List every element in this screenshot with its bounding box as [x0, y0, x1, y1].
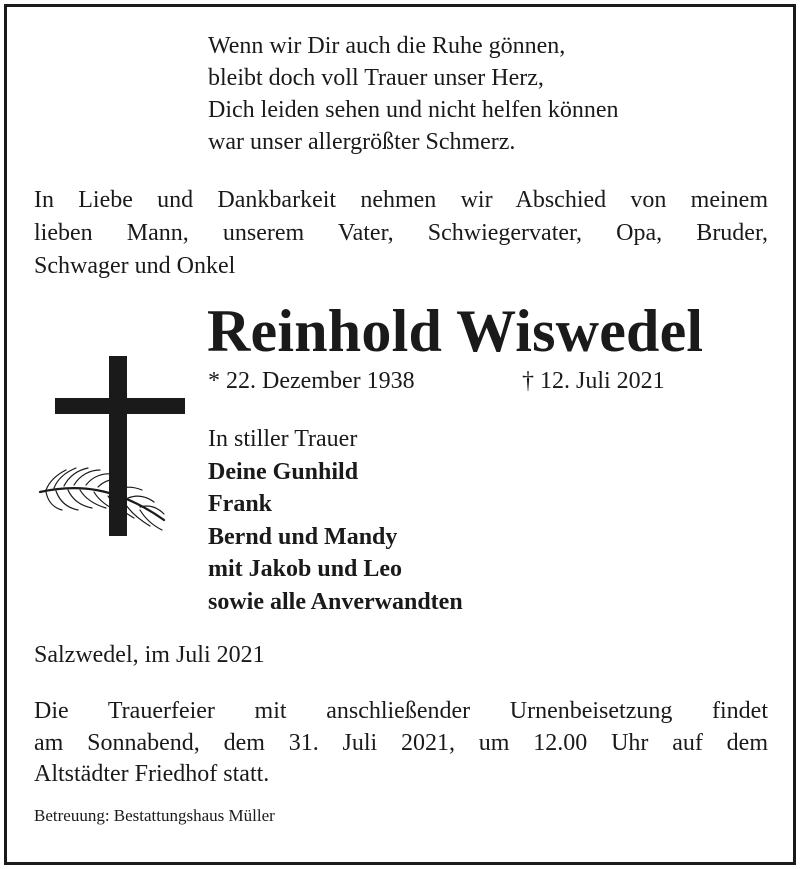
mourner-name: mit Jakob und Leo	[208, 556, 403, 582]
place-date: Salzwedel, im Juli 2021	[34, 642, 265, 668]
mourner-name: Frank	[208, 491, 273, 517]
undertaker-credit: Betreuung: Bestattungshaus Müller	[34, 806, 275, 825]
intro-line: lieben Mann, unserem Vater, Schwiegervater, Opa, Bruder,	[34, 220, 768, 246]
death-date: † 12. Juli 2021	[522, 368, 665, 394]
birth-date: * 22. Dezember 1938	[208, 368, 415, 394]
mourner-name: Bernd und Mandy	[208, 523, 398, 550]
funeral-service-info	[34, 696, 768, 791]
intro-line: Schwager und Onkel	[34, 253, 236, 279]
mourners-list	[208, 423, 463, 618]
memorial-poem	[208, 30, 619, 158]
farewell-intro	[34, 184, 768, 283]
intro-line: In Liebe und Dankbarkeit nehmen wir Abschied von meinem	[34, 187, 768, 213]
mourner-name: Deine Gunhild	[208, 458, 359, 485]
deceased-name: Reinhold Wiswedel	[207, 298, 704, 364]
poem-line: Dich leiden sehen und nicht helfen können	[208, 97, 619, 123]
poem-line: bleibt doch voll Trauer unser Herz,	[208, 65, 544, 91]
mourners-intro: In stiller Trauer	[208, 426, 358, 452]
service-line: Die Trauerfeier mit anschließender Urnenbeisetzung findet	[34, 698, 768, 724]
mourner-name: sowie alle Anverwandten	[208, 588, 463, 615]
poem-line: war unser allergrößter Schmerz.	[208, 129, 516, 155]
service-line: am Sonnabend, dem 31. Juli 2021, um 12.00 Uhr auf dem	[34, 729, 768, 756]
cross-with-palm-branch-icon	[36, 352, 196, 542]
service-line: Altstädter Friedhof statt.	[34, 761, 270, 787]
poem-line: Wenn wir Dir auch die Ruhe gönnen,	[208, 33, 566, 59]
